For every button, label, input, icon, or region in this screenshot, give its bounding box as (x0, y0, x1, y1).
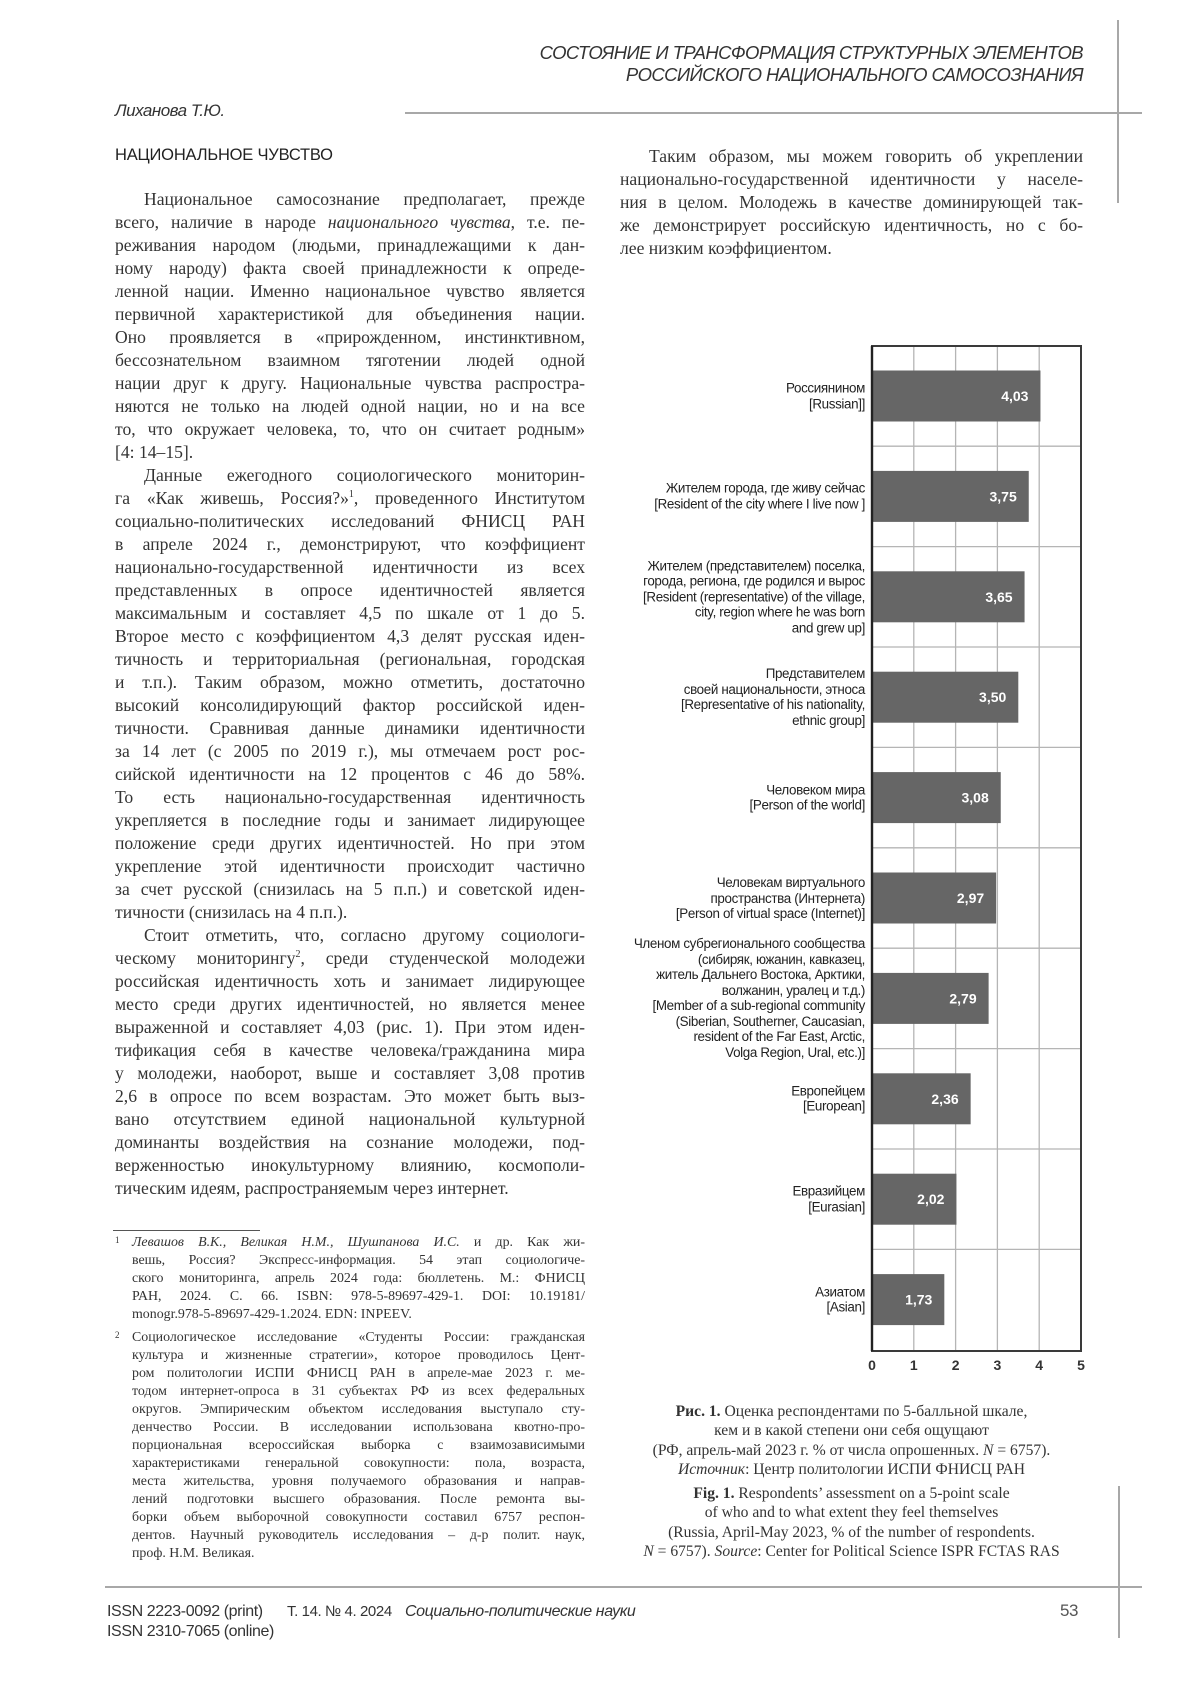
footnote-line: характеристиками генеральной совокупности: пола, возраста, (132, 1455, 585, 1473)
text-line: 2,6 в опросе по всем возрастам. Это может быть выз- (115, 1085, 585, 1108)
footnote-line: порциональная всероссийская выборка с взаимозависимыми (132, 1437, 585, 1455)
text-line: вано отсутствием единой национальной культурной (115, 1108, 585, 1131)
text-line: у молодежи, наоборот, выше и составляет 3,08 против (115, 1062, 585, 1085)
text-segment: ческому мониторингу (115, 948, 295, 968)
text-line: место среди других идентичностей, но является менее (115, 993, 585, 1016)
caption-line: of who and to what extent they feel themselves (620, 1503, 1083, 1522)
text-segment: га «Как живешь, Россия?» (115, 488, 349, 508)
text-line: за 14 лет (с 2005 по 2019 г.), мы отмечаем рост рос- (115, 740, 585, 763)
text-line: первичной характеристикой для объединения нации. (115, 303, 585, 326)
category-label (676, 875, 865, 922)
footnote-line: тодом интернет-опроса в 31 субъектах РФ из всех федеральных (132, 1383, 585, 1401)
footnote-number: 2 (115, 1326, 120, 1344)
text-segment: Источник (678, 1461, 745, 1478)
category-label-line: Volga Region, Ural, etc.)] (634, 1045, 865, 1061)
footnote-line: места жительства, уровня получаемого образования и направ- (132, 1473, 585, 1491)
caption-line: кем и в какой степени они себя ощущают (620, 1421, 1083, 1440)
category-label (654, 481, 865, 512)
text-line: Второе место с коэффициентом 4,3 делят русская иден- (115, 625, 585, 648)
caption-line (620, 1460, 1083, 1479)
caption-line (620, 1441, 1083, 1460)
text-line: ния в целом. Молодежь в качестве доминирующей так- (620, 191, 1083, 214)
text-line: национально-государственной идентичности из всех (115, 556, 585, 579)
bar-value-label: 1,73 (905, 1292, 932, 1308)
category-label (786, 381, 865, 412)
text-line: лее низким коэффициентом. (620, 237, 1083, 260)
text-line: няются не только на людей одной нации, но и на все (115, 395, 585, 418)
footnote-ref[interactable]: 2 (295, 949, 300, 960)
text-line: ленной нации. Именно национальное чувство является (115, 280, 585, 303)
footnote-line: ского мониторинга, апрель 2024 года: бюллетень. М.: ФНИСЦ (132, 1270, 585, 1288)
text-line: То есть национально-государственная идентичность (115, 786, 585, 809)
caption-line: (Russia, April-May 2023, % of the number of respondents. (620, 1523, 1083, 1542)
text-line: российская идентичность хоть и занимает лидирующее (115, 970, 585, 993)
x-tick-label: 0 (868, 1357, 876, 1373)
text-line: тичности. Сравнивая данные динамики идентичности (115, 717, 585, 740)
category-label-line: [Member of a sub-regional community (634, 998, 865, 1014)
bar-value-label: 2,36 (931, 1091, 958, 1107)
text-segment: : Центр политологии ИСПИ ФНИСЦ РАН (745, 1461, 1025, 1478)
text-line: укрепление этой идентичности происходит частично (115, 855, 585, 878)
text-line: верженностью инокультурному влиянию, космополи- (115, 1154, 585, 1177)
category-label-line: Жителем (представителем) поселка, (643, 558, 865, 574)
issn-block (107, 1602, 274, 1642)
category-label-line: [Person of the world] (750, 798, 865, 814)
author-name: Лиханова Т.Ю. (115, 101, 225, 121)
footnote-line: дентов. Научный руководитель исследования – д-р полит. наук, (132, 1527, 585, 1545)
category-label-line: Человекам виртуального (676, 875, 865, 891)
category-label-line: and grew up] (643, 620, 865, 636)
category-label-line: Представителем (681, 666, 865, 682)
bar-value-label: 2,79 (949, 990, 976, 1006)
text-line: нации друг к другу. Национальные чувства распростра- (115, 372, 585, 395)
category-label-line: Россиянином (786, 381, 865, 397)
text-line: тическим идеям, распространяемым через интернет. (115, 1177, 585, 1200)
x-tick-label: 3 (994, 1357, 1002, 1373)
bar-value-label: 3,75 (990, 488, 1017, 504)
text-segment: Оценка респондентами по 5-балльной шкале, (721, 1403, 1028, 1420)
category-label-line: [European] (791, 1099, 865, 1115)
text-segment: , среди студенческой молодежи (300, 948, 585, 968)
text-line: положение среди других идентичностей. Но при этом (115, 832, 585, 855)
category-label (634, 936, 865, 1060)
bar-value-label: 2,02 (917, 1191, 944, 1207)
text-segment: N (983, 1442, 993, 1459)
text-segment: = 6757). (654, 1543, 715, 1560)
text-segment: , т.е. пе- (511, 212, 585, 232)
category-label-line: [Asian] (815, 1300, 865, 1316)
x-tick-label: 1 (910, 1357, 918, 1373)
caption-line (620, 1484, 1083, 1503)
text-line: и т.п.). Таким образом, можно отметить, достаточно (115, 671, 585, 694)
text-line: в апреле 2024 г., демонстрируют, что коэффициент (115, 533, 585, 556)
category-label-line: Евразийцем (792, 1184, 865, 1200)
caption-line (620, 1542, 1083, 1561)
bar-value-label: 3,65 (985, 589, 1012, 605)
category-label-line: Азиатом (815, 1284, 865, 1300)
text-line: высокий консолидирующий фактор российской иден- (115, 694, 585, 717)
text-line: сийской идентичности на 12 процентов с 46 до 58%. (115, 763, 585, 786)
footnote-ref[interactable]: 1 (349, 489, 354, 500)
category-label-line: [Resident (representative) of the village, (643, 589, 865, 605)
category-label-line: [Resident of the city where I live now ] (654, 496, 865, 512)
text-line: то, что окружает человека, то, что он считает родным» (115, 418, 585, 441)
text-line: выраженной и составляет 4,03 (рис. 1). При этом иден- (115, 1016, 585, 1039)
text-line: представленных в опросе идентичностей является (115, 579, 585, 602)
footnote-line: РАН, 2024. С. 66. ISBN: 978-5-89697-429-1. DOI: 10.19181/ (132, 1288, 585, 1306)
running-title-line: РОССИЙСКОГО НАЦИОНАЛЬНОГО САМОСОЗНАНИЯ (540, 64, 1083, 86)
text-line: Оно проявляется в «прирожденном, инстинктивном, (115, 326, 585, 349)
category-label-line: Жителем города, где живу сейчас (654, 481, 865, 497)
text-segment: , проведенного Институтом (354, 488, 585, 508)
text-segment: : Center for Political Science ISPR FCTAS RAS (757, 1543, 1059, 1560)
category-label-line: [Representative of his nationality, (681, 697, 865, 713)
x-tick-label: 2 (952, 1357, 960, 1373)
footnote-line: ром политологии ИСПИ ФНИСЦ РАН в апреле-мае 2023 г. ме- (132, 1365, 585, 1383)
figure-caption-ru (620, 1402, 1083, 1479)
text-line: Стоит отметить, что, согласно другому социологи- (115, 924, 585, 947)
footnote-line: округов. Эмпирическим объектом исследования выступало сту- (132, 1401, 585, 1419)
x-tick-label: 4 (1035, 1357, 1043, 1373)
footnote-line: проф. Н.М. Великая. (132, 1545, 585, 1563)
footnote-line: денчество России. В исследовании использована квотно-про- (132, 1419, 585, 1437)
volume-issue: Т. 14. № 4. 2024 (287, 1602, 392, 1622)
x-tick-label: 5 (1077, 1357, 1085, 1373)
text-segment: Source (715, 1543, 758, 1560)
category-label (750, 782, 865, 813)
footnote-line: борки объем выборочной совокупности составил 6757 респон- (132, 1509, 585, 1527)
bar-value-label: 2,97 (957, 890, 984, 906)
bar-value-label: 4,03 (1001, 388, 1028, 404)
category-label-line: [Eurasian] (792, 1199, 865, 1215)
text-line: бессознательном взаимном тяготении людей одной (115, 349, 585, 372)
bar-value-label: 3,50 (979, 689, 1006, 705)
journal-name: Социально-политические науки (405, 1602, 635, 1622)
text-segment: = 6757). (993, 1442, 1050, 1459)
text-line: реживания народом (людьми, принадлежащими к дан- (115, 234, 585, 257)
text-segment: (РФ, апрель-май 2023 г. % от числа опрошенных. (653, 1442, 983, 1459)
text-segment: Fig. 1. (693, 1485, 734, 1502)
category-label (792, 1184, 865, 1215)
text-line: тификация себя в качестве человека/гражданина мира (115, 1039, 585, 1062)
category-label-line: (сибиряк, южанин, кавказец, (634, 952, 865, 968)
text-segment: Рис. 1. (676, 1403, 721, 1420)
category-label (681, 666, 865, 728)
text-line: доминанты воздействия на сознание молодежи, под- (115, 1131, 585, 1154)
category-label-line: city, region where he was born (643, 605, 865, 621)
category-label-line: пространства (Интернета) (676, 890, 865, 906)
category-label-line: [Russian]] (786, 396, 865, 412)
category-label-line: (Siberian, Southerner, Caucasian, (634, 1014, 865, 1030)
category-label-line: [Person of virtual space (Internet)] (676, 906, 865, 922)
text-segment: Левашов В.К., Великая Н.М., Шушпанова И.С. (132, 1235, 460, 1250)
text-segment: национального чувства (328, 212, 511, 232)
footnote-line: monogr.978-5-89697-429-1.2024. EDN: INPEEV. (132, 1306, 585, 1324)
category-label-line: ethnic group] (681, 713, 865, 729)
text-segment: N (643, 1543, 653, 1560)
page-number: 53 (1060, 1601, 1078, 1621)
category-label-line: Европейцем (791, 1083, 865, 1099)
caption-line (620, 1402, 1083, 1421)
category-label-line: resident of the Far East, Arctic, (634, 1029, 865, 1045)
footnote-number: 1 (115, 1231, 120, 1249)
text-line: Таким образом, мы можем говорить об укреплении (620, 145, 1083, 168)
text-line: тичность и территориальная (региональная, городская (115, 648, 585, 671)
text-line: ному народу) факта своей принадлежности к опреде- (115, 257, 585, 280)
category-label-line: Членом субрегионального сообщества (634, 936, 865, 952)
category-label-line: Человеком мира (750, 782, 865, 798)
text-line: национально-государственной идентичности у населе- (620, 168, 1083, 191)
text-line: же демонстрирует российскую идентичность, но с бо- (620, 214, 1083, 237)
bar-value-label: 3,08 (961, 790, 988, 806)
section-heading: НАЦИОНАЛЬНОЕ ЧУВСТВО (115, 146, 333, 165)
category-label-line: волжанин, уралец и т.д.) (634, 983, 865, 999)
footnote-line: лений подготовки высшего образования. После ремонта вы- (132, 1491, 585, 1509)
text-line: тичности (снизилась на 4 п.п.). (115, 901, 585, 924)
footnote-line: вешь, Россия? Экспресс-информация. 54 этап социологиче- (132, 1252, 585, 1270)
text-line: Данные ежегодного социологического мониторин- (115, 464, 585, 487)
issn-online: ISSN 2310-7065 (online) (107, 1622, 274, 1642)
category-label (791, 1083, 865, 1114)
figure-caption-en (620, 1484, 1083, 1561)
footnote-line: Социологическое исследование «Студенты России: гражданская (132, 1329, 585, 1347)
category-label-line: своей национальности, этноса (681, 682, 865, 698)
text-line: за счет русской (снизилась на 5 п.п.) и советской иден- (115, 878, 585, 901)
category-label-line: житель Дальнего Востока, Арктики, (634, 967, 865, 983)
category-label (643, 558, 865, 636)
text-segment: всего, наличие в народе (115, 212, 328, 232)
category-label (815, 1284, 865, 1315)
footnote-line: культура и жизненные стратегии», которое проводилось Цент- (132, 1347, 585, 1365)
issn-print: ISSN 2223-0092 (print) (107, 1602, 274, 1622)
category-label-line: города, региона, где родился и вырос (643, 574, 865, 590)
text-line: максимальным и составляет 4,5 по шкале от 1 до 5. (115, 602, 585, 625)
text-line: Национальное самосознание предполагает, прежде (115, 188, 585, 211)
text-line: [4: 14–15]. (115, 441, 585, 464)
text-line: социально-политических исследований ФНИСЦ РАН (115, 510, 585, 533)
text-segment: Respondents’ assessment on a 5-point scale (735, 1485, 1010, 1502)
text-line: укрепляется в последние годы и занимает лидирующее (115, 809, 585, 832)
running-title-line: СОСТОЯНИЕ И ТРАНСФОРМАЦИЯ СТРУКТУРНЫХ ЭЛЕМЕНТОВ (540, 42, 1083, 64)
text-segment: и др. Как жи- (460, 1235, 585, 1250)
